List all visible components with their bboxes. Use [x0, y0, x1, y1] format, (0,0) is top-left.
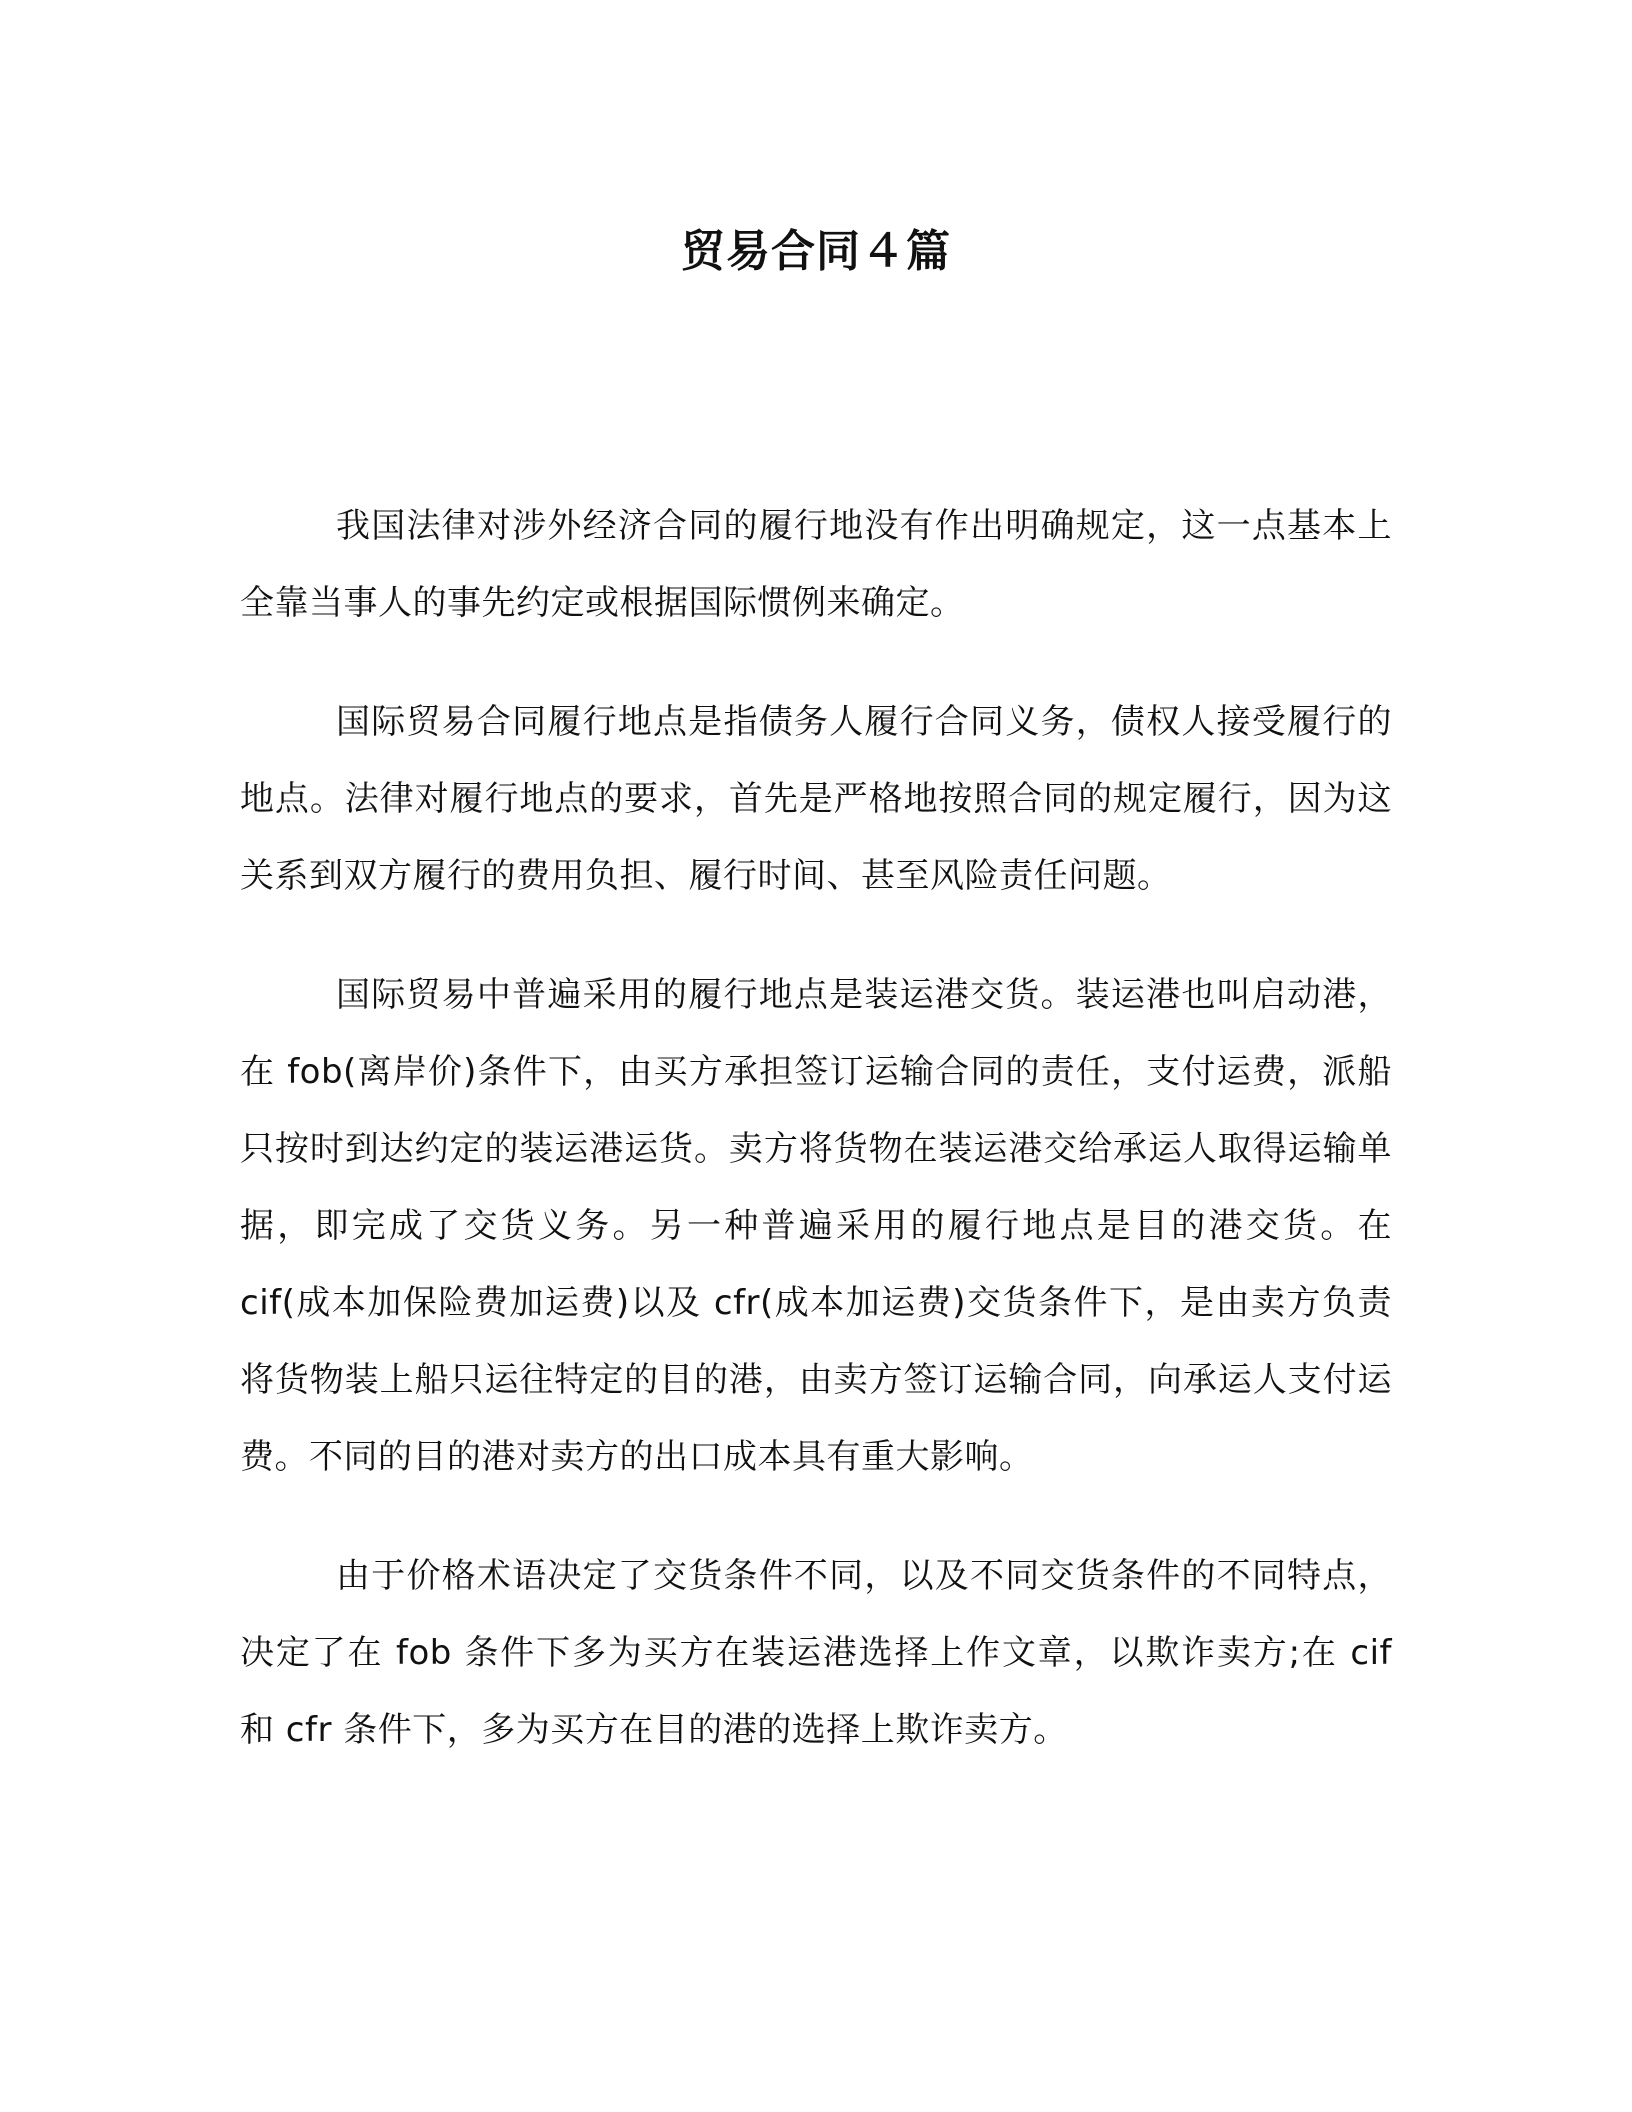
paragraph-2: 国际贸易合同履行地点是指债务人履行合同义务，债权人接受履行的地点。法律对履行地点的要求，首先是严格地按照合同的规定履行，因为这关系到双方履行的费用负担、履行时间、甚至风险责任问题。	[240, 702, 1392, 896]
paragraph-3: 国际贸易中普遍采用的履行地点是装运港交货。装运港也叫启动港，在 fob(离岸价)条件下，由买方承担签订运输合同的责任，支付运费，派船只按时到达约定的装运港运货。卖方将货物在装运港交给承运人取得运输单据，即完成了交货义务。另一种普遍采用的履行地点是目的港交货。在 cif(成本加保险费加运费)以及 cfr(成本加运费)交货条件下，是由卖方负责将货物装上船只运往特定的目的港，由卖方签订运输合同，向承运人支付运费。不同的目的港对卖方的出口成本具有重大影响。	[240, 975, 1392, 1477]
document-body	[240, 488, 1392, 1811]
document-title: 贸易合同４篇	[681, 226, 951, 277]
paragraph-1: 我国法律对涉外经济合同的履行地没有作出明确规定，这一点基本上全靠当事人的事先约定或根据国际惯例来确定。	[240, 506, 1392, 623]
paragraph-4: 由于价格术语决定了交货条件不同，以及不同交货条件的不同特点，决定了在 fob 条件下多为买方在装运港选择上作文章，以欺诈卖方;在 cif 和 cfr 条件下，多为买方在目的港的选择上欺诈卖方。	[240, 1556, 1392, 1750]
